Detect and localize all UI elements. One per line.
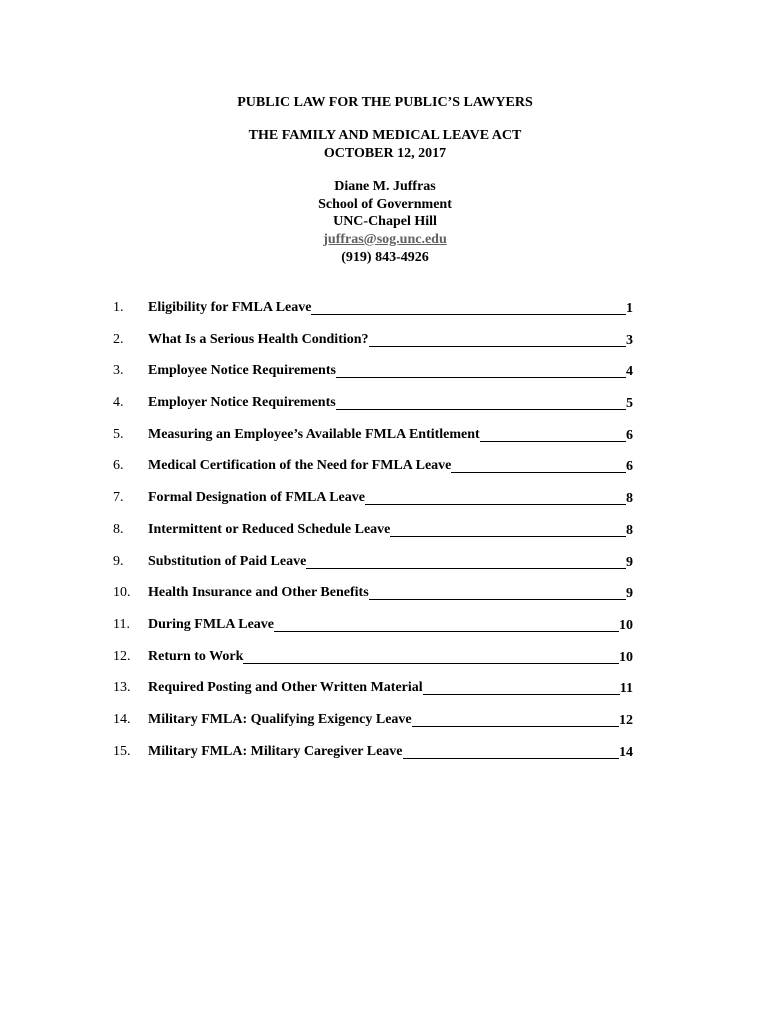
- toc-entry[interactable]: [113, 331, 653, 363]
- toc-entry-page: 9: [626, 554, 633, 570]
- toc-entry-page: 11: [619, 681, 633, 697]
- toc-entry-title: Health Insurance and Other Benefits: [148, 585, 369, 601]
- author-phone: (919) 843-4926: [341, 250, 429, 265]
- toc-entry-title: Substitution of Paid Leave: [148, 553, 307, 569]
- toc-entry-title: Medical Certification of the Need for FMLA Leave: [148, 458, 452, 474]
- toc-leader-line: [311, 313, 626, 315]
- toc-entry-line: [148, 331, 633, 350]
- toc-entry-page: 6: [626, 459, 633, 475]
- toc-entry-number: 9.: [113, 553, 124, 569]
- toc-entry-number: 7.: [113, 490, 124, 506]
- author-organization: School of Government: [318, 197, 452, 212]
- toc-entry[interactable]: [113, 489, 653, 521]
- author-university: UNC-Chapel Hill: [333, 214, 437, 229]
- toc-entry-number: 12.: [113, 648, 131, 664]
- toc-entry-title: Eligibility for FMLA Leave: [148, 300, 312, 315]
- toc-entry-number: 14.: [113, 711, 131, 727]
- toc-leader-line: [336, 408, 626, 410]
- toc-leader-line: [365, 503, 626, 505]
- toc-entry[interactable]: [113, 299, 653, 331]
- toc-entry[interactable]: [113, 711, 653, 743]
- toc-entry[interactable]: [113, 457, 653, 489]
- toc-entry-page: 8: [626, 522, 633, 538]
- series-title: PUBLIC LAW FOR THE PUBLIC’S LAWYERS: [237, 95, 533, 110]
- toc-entry-number: 4.: [113, 395, 124, 411]
- toc-entry-page: 8: [626, 491, 633, 507]
- toc-entry-line: [148, 299, 633, 318]
- toc-entry-line: [148, 553, 633, 572]
- toc-leader-line: [336, 376, 626, 378]
- toc-entry-page: 5: [626, 396, 633, 412]
- toc-entry-number: 8.: [113, 521, 124, 537]
- toc-entry-title: Intermittent or Reduced Schedule Leave: [148, 521, 391, 537]
- toc-leader-line: [403, 757, 619, 759]
- toc-entry-number: 15.: [113, 743, 131, 759]
- author-name: Diane M. Juffras: [334, 179, 436, 194]
- toc-entry-line: [148, 394, 633, 413]
- toc-entry-line: [148, 711, 633, 730]
- toc-entry-line: [148, 679, 633, 698]
- toc-entry-title: Formal Designation of FMLA Leave: [148, 490, 365, 506]
- toc-entry-title: Employee Notice Requirements: [148, 363, 336, 379]
- toc-entry[interactable]: [113, 616, 653, 648]
- toc-entry-number: 3.: [113, 363, 124, 379]
- toc-entry[interactable]: [113, 648, 653, 680]
- toc-entry[interactable]: [113, 394, 653, 426]
- toc-entry[interactable]: [113, 426, 653, 458]
- toc-entry-page: 14: [619, 744, 633, 760]
- toc-entry-line: [148, 489, 633, 508]
- toc-entry-number: 13.: [113, 680, 131, 696]
- toc-entry-title: What Is a Serious Health Condition?: [148, 331, 369, 347]
- toc-entry[interactable]: [113, 553, 653, 585]
- toc-leader-line: [369, 598, 626, 600]
- toc-entry-number: 6.: [113, 458, 124, 474]
- toc-entry-number: 1.: [113, 300, 124, 315]
- toc-entry-title: Military FMLA: Qualifying Exigency Leave: [148, 711, 412, 727]
- toc-entry-title: Employer Notice Requirements: [148, 395, 336, 411]
- toc-entry-title: Required Posting and Other Written Material: [148, 680, 423, 696]
- toc-entry-page: 12: [619, 712, 633, 728]
- toc-entry-page: 4: [626, 364, 633, 380]
- toc-entry-line: [148, 743, 633, 762]
- toc-leader-line: [390, 535, 626, 537]
- toc-entry-number: 11.: [113, 616, 130, 632]
- toc-leader-line: [243, 662, 619, 664]
- toc-entry[interactable]: [113, 362, 653, 394]
- toc-entry-line: [148, 648, 633, 667]
- toc-entry-title: Return to Work: [148, 648, 244, 664]
- toc-leader-line: [274, 630, 619, 632]
- document-title: THE FAMILY AND MEDICAL LEAVE ACT: [248, 128, 522, 143]
- toc-entry-number: 5.: [113, 426, 124, 442]
- toc-entry[interactable]: [113, 521, 653, 553]
- toc-entry-line: [148, 584, 633, 603]
- toc-leader-line: [306, 567, 626, 569]
- toc-entry-page: 1: [626, 301, 633, 316]
- toc-leader-line: [480, 440, 626, 442]
- toc-entry[interactable]: [113, 743, 653, 775]
- toc-entry-page: 9: [626, 586, 633, 602]
- table-of-contents: [113, 299, 653, 774]
- toc-entry-page: 10: [619, 617, 633, 633]
- toc-leader-line: [369, 345, 626, 347]
- toc-leader-line: [423, 693, 620, 695]
- toc-entry-line: [148, 616, 633, 635]
- toc-entry-number: 2.: [113, 331, 124, 347]
- toc-entry-title: During FMLA Leave: [148, 616, 274, 632]
- toc-entry-line: [148, 521, 633, 540]
- author-email-line: [0, 231, 770, 249]
- toc-entry-number: 10.: [113, 585, 131, 601]
- toc-entry-line: [148, 457, 633, 476]
- toc-entry-page: 3: [626, 332, 633, 348]
- toc-entry-title: Military FMLA: Military Caregiver Leave: [148, 743, 403, 759]
- toc-entry-line: [148, 426, 633, 445]
- document-date: OCTOBER 12, 2017: [323, 146, 447, 161]
- toc-entry-title: Measuring an Employee’s Available FMLA Entitlement: [148, 426, 480, 442]
- toc-entry[interactable]: [113, 584, 653, 616]
- toc-leader-line: [412, 725, 619, 727]
- author-email-link[interactable]: juffras@sog.unc.edu: [323, 232, 447, 247]
- toc-leader-line: [451, 471, 626, 473]
- toc-entry-line: [148, 362, 633, 381]
- toc-entry-page: 6: [626, 427, 633, 443]
- toc-entry-page: 10: [619, 649, 633, 665]
- toc-entry[interactable]: [113, 679, 653, 711]
